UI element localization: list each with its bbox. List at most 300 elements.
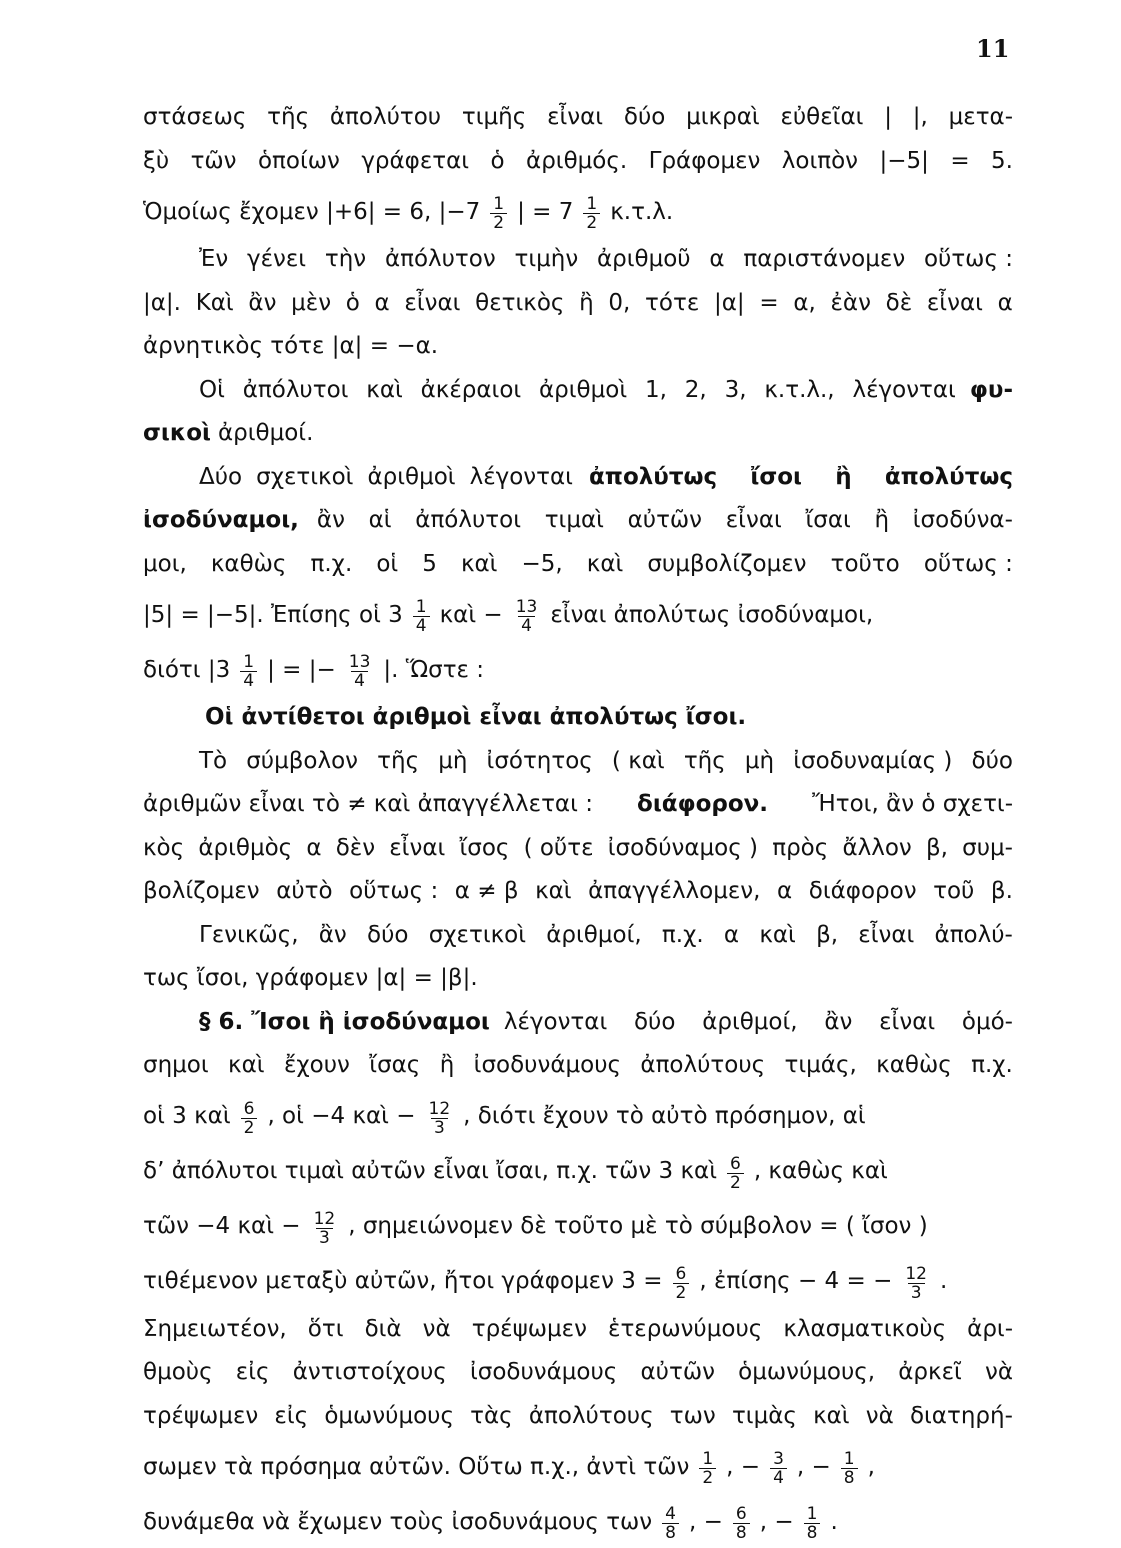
word-group (199, 369, 970, 413)
text-span: διότι |3 (143, 656, 231, 683)
text-line (143, 1493, 1013, 1548)
word: συμ- (962, 834, 1013, 861)
word: ἰσοδυνάμους (473, 1052, 622, 1078)
word: π.χ. (661, 921, 704, 948)
text-line (143, 1438, 1013, 1493)
fraction (490, 195, 507, 232)
fraction-numerator: 13 (348, 652, 371, 672)
text-span: ἀριθμοί. (217, 420, 314, 446)
word: ἂν (318, 921, 347, 948)
word: τὰς (470, 1402, 513, 1429)
word: ἔχουν (283, 1052, 350, 1078)
word: διὰ (364, 1315, 402, 1342)
word: σχετικοὶ (256, 463, 354, 490)
text-span: , καθὼς καὶ (753, 1158, 888, 1184)
fraction-denominator: 4 (770, 1468, 787, 1487)
word: αὐτῶν (640, 1359, 715, 1385)
word: γράφεται (361, 147, 470, 174)
text-line (143, 1001, 1013, 1045)
word: μὴ (438, 747, 468, 774)
word: καθὼς (876, 1052, 952, 1078)
word: ὁμό- (961, 1008, 1013, 1035)
fraction-denominator: 2 (727, 1173, 744, 1192)
word: τρέψωμεν (143, 1402, 259, 1429)
word: καὶ (813, 1402, 850, 1429)
text-span: κ.τ.λ. (610, 198, 674, 225)
text-span: καὶ − (439, 601, 503, 628)
bold-term: φυ- (969, 376, 1013, 403)
word: εἶναι (858, 921, 915, 948)
word: εἰς (235, 1359, 270, 1385)
text-line (143, 740, 1013, 784)
word: νὰ (865, 1402, 894, 1429)
word: π.χ. (310, 550, 353, 577)
fraction-numerator: 6 (243, 1098, 255, 1119)
text-line (143, 641, 1013, 696)
fraction-numerator: 6 (675, 1263, 687, 1284)
word: ἀπολύτους (528, 1402, 654, 1429)
section-heading: § 6. Ἴσοι ἢ ἰσοδύναμοι (199, 1008, 490, 1035)
text-line (143, 1351, 1013, 1395)
word: ἀπόλυτοι (415, 507, 521, 533)
word: διατηρή- (909, 1402, 1013, 1429)
word: οὕτως : (349, 878, 439, 904)
fraction-denominator: 2 (699, 1468, 716, 1487)
word: ἂν (316, 507, 345, 533)
word: ἀριθμοὶ (367, 463, 456, 490)
word: −5, (521, 550, 563, 577)
word: ἀντιστοίχους (292, 1359, 447, 1385)
word: βολίζομεν (143, 878, 260, 904)
text-span: |5| = |−5|. Ἐπίσης οἱ 3 (143, 601, 403, 628)
text-span: , (867, 1453, 875, 1480)
text-span: , σημειώνομεν δὲ τοῦτο μὲ τὸ σύμβολον = ( ἴσον ) (348, 1213, 928, 1239)
word: μὲν (291, 289, 332, 316)
word: π.χ. (971, 1052, 1013, 1078)
text-span: , − (796, 1453, 831, 1480)
word: διάφορον (808, 878, 917, 904)
word: δύο (367, 921, 409, 948)
word: = (759, 289, 779, 316)
word: 0, (608, 289, 631, 316)
word: καὶ (228, 1052, 265, 1078)
word: κὸς (143, 834, 185, 861)
text-span: . (830, 1508, 838, 1535)
text-line (143, 499, 1013, 543)
fraction (733, 1505, 750, 1542)
word: σύμβολον (246, 747, 359, 774)
fraction-denominator: 8 (662, 1523, 679, 1542)
word: |, (912, 104, 928, 130)
text-line (143, 412, 1013, 456)
word: ἄλλον (842, 834, 912, 861)
word: ἀριθμός. (526, 147, 628, 174)
word: ἀκέραιοι (420, 376, 522, 403)
word: δὲ (885, 289, 913, 316)
word: μὴ (744, 747, 775, 774)
page-body (143, 96, 1013, 1548)
fraction (240, 653, 257, 690)
word: ἴσας (369, 1052, 421, 1078)
word: ἢ (579, 289, 594, 316)
word: εἶναι (404, 289, 461, 316)
word: τιμῆς (461, 104, 527, 130)
word: τιμὰς (731, 1402, 797, 1429)
fraction-denominator: 4 (351, 671, 368, 690)
fraction-numerator: 1 (586, 194, 598, 214)
word: δὲν (335, 834, 376, 861)
text-line (143, 914, 1013, 958)
word: λέγονται (469, 463, 573, 490)
word: εἶναι (926, 289, 983, 316)
word: εἶναι (725, 507, 782, 533)
word: γένει (246, 246, 307, 272)
fraction-numerator: 1 (843, 1449, 855, 1469)
text-line (143, 1044, 1013, 1088)
fraction (673, 1265, 690, 1302)
text-line (143, 1308, 1013, 1352)
word: ἰσοδύνα- (912, 507, 1013, 533)
word: εὐθεῖαι (780, 104, 864, 130)
fraction (426, 1100, 454, 1137)
fraction (413, 598, 430, 635)
fraction-denominator: 4 (413, 616, 430, 635)
word: μικραὶ (686, 104, 760, 130)
word: Ἐν (199, 246, 229, 272)
word: ξὺ (143, 147, 170, 174)
fraction (513, 598, 541, 635)
word: καὶ (460, 550, 498, 577)
word: αἱ (368, 507, 392, 533)
bold-term-group (573, 456, 1013, 500)
word: 5. (991, 147, 1013, 174)
word: ἴσαι (805, 507, 851, 533)
word: κλασματικοὺς (783, 1315, 947, 1342)
word: τῶν (190, 147, 237, 174)
word: καὶ (535, 878, 572, 904)
fraction (311, 1210, 339, 1247)
rule-statement: Οἱ ἀντίθετοι ἀριθμοὶ εἶναι ἀπολύτως ἴσοι. (205, 704, 747, 730)
fraction (770, 1450, 787, 1487)
text-span: Ὁμοίως ἔχομεν |+6| = 6, |−7 (143, 198, 481, 225)
word: ὁμωνύμους, (738, 1359, 876, 1385)
fraction (841, 1450, 858, 1487)
word: μοι, (143, 550, 187, 577)
word: ὁποίων (257, 147, 340, 174)
text-line (143, 870, 1013, 914)
text-span: ἀριθμῶν εἶναι τὸ ≠ καὶ ἀπαγγέλλεται : (143, 791, 593, 817)
fraction-denominator: 3 (316, 1228, 333, 1247)
word: ὅτι (307, 1315, 344, 1342)
text-line (143, 96, 1013, 140)
word: τὴν (324, 246, 367, 272)
word: = (950, 147, 970, 174)
word: ἰσοδυνάμους (469, 1359, 618, 1385)
text-line (143, 1198, 1013, 1253)
word: ἢ (439, 1052, 455, 1078)
text-span: , − (726, 1453, 761, 1480)
word: ἀριθμοί, (702, 1008, 798, 1035)
word: εἶναι (547, 104, 604, 130)
text-span: Ἤτοι, ἂν ὁ σχετι- (812, 791, 1013, 817)
word: νὰ (984, 1359, 1013, 1385)
fraction-denominator: 2 (490, 213, 507, 232)
word: ἀριθμὸς (198, 834, 293, 861)
text-line (143, 238, 1013, 282)
text-line (143, 325, 1013, 369)
bold-term: σικοὶ (143, 420, 211, 446)
text-span: , − (688, 1508, 723, 1535)
word: ἀρι- (967, 1315, 1013, 1342)
word: οὕτως : (923, 550, 1013, 577)
word: τιμὴν (514, 246, 579, 272)
word: ἰσοδυναμίας ) (793, 747, 953, 774)
fraction-denominator: 8 (841, 1468, 858, 1487)
word: ἀπολύτως (588, 463, 718, 490)
word: ἀπολύτως (884, 463, 1013, 490)
word: α (997, 289, 1013, 316)
fraction (699, 1450, 716, 1487)
fraction-denominator: 3 (908, 1283, 925, 1302)
text-line (143, 282, 1013, 326)
fraction-numerator: 1 (493, 194, 505, 214)
fraction-denominator: 4 (240, 671, 257, 690)
word: Τὸ (199, 747, 228, 774)
word: στάσεως (143, 104, 247, 130)
word: ἴσος (459, 834, 510, 861)
text-line (143, 369, 1013, 413)
fraction-numerator: 1 (702, 1449, 714, 1469)
word: ἀπολύτου (329, 104, 442, 130)
word: πρὸς (772, 834, 829, 861)
text-line (143, 1253, 1013, 1308)
text-span: , − (759, 1508, 794, 1535)
text-span: , οἱ −4 καὶ − (267, 1103, 416, 1129)
word: Γενικῶς, (199, 921, 299, 948)
fraction-numerator: 4 (665, 1504, 676, 1524)
bold-term: διάφορον. (637, 791, 769, 817)
fraction-numerator: 1 (243, 652, 255, 672)
text-line (143, 586, 1013, 641)
text-line (143, 783, 1013, 827)
page-number: 11 (976, 34, 1010, 63)
word: | (884, 104, 892, 130)
word-group (490, 1001, 1013, 1045)
text-line (143, 1088, 1013, 1143)
word: τοῦτο (830, 550, 900, 577)
word: δύο (971, 747, 1013, 774)
word: α (306, 834, 322, 861)
word: λοιπὸν (781, 147, 859, 174)
word: οὕτως : (923, 246, 1013, 272)
word: μετα- (948, 104, 1013, 130)
word: καὶ (366, 376, 403, 403)
word: α ≠ β (454, 878, 519, 904)
word: τρέψωμεν (471, 1315, 587, 1342)
text-span: . (940, 1268, 948, 1294)
word: α (709, 246, 725, 272)
word: τοῦ (933, 878, 975, 904)
word: ὁ (490, 147, 505, 174)
word: α (374, 289, 390, 316)
text-span: |. Ὥστε : (383, 656, 485, 683)
fraction-denominator: 4 (518, 616, 535, 635)
text-line (143, 957, 1013, 1001)
word: σχετικοὶ (428, 921, 527, 948)
word: ἰσοδύναμος ) (607, 834, 759, 861)
text-line (143, 1143, 1013, 1198)
text-line (143, 696, 1013, 740)
fraction-numerator: 12 (428, 1098, 451, 1119)
word: τιμάς, (784, 1052, 857, 1078)
text-span: | = |− (267, 656, 336, 683)
word: νὰ (422, 1315, 451, 1342)
word: οἱ (376, 550, 399, 577)
fraction (804, 1505, 821, 1542)
word: τῆς (683, 747, 726, 774)
bold-term: ἰσοδύναμοι, (143, 507, 299, 533)
word: καθὼς (210, 550, 287, 577)
word: συμβολίζομεν (647, 550, 807, 577)
fraction (902, 1265, 930, 1302)
word: Σημειωτέον, (143, 1315, 287, 1342)
word: κ.τ.λ., (764, 376, 835, 403)
word: αὐτὸ (276, 878, 333, 904)
fraction-numerator: 13 (515, 597, 538, 617)
fraction-denominator: 8 (733, 1523, 750, 1542)
word: ἀριθμοῦ (596, 246, 691, 272)
word: β, (816, 921, 839, 948)
text-span: δ’ ἀπόλυτοι τιμαὶ αὐτῶν εἶναι ἴσαι, π.χ. τῶν 3 καὶ (143, 1158, 717, 1184)
fraction (662, 1505, 679, 1542)
fraction-denominator: 2 (583, 213, 600, 232)
word: α (777, 878, 793, 904)
fraction-numerator: 12 (905, 1263, 927, 1284)
text-line (143, 456, 1013, 500)
fraction-numerator: 3 (773, 1449, 784, 1469)
fraction-denominator: 8 (804, 1523, 821, 1542)
word: ἀριθμοὶ (539, 376, 628, 403)
fraction-denominator: 2 (673, 1283, 690, 1302)
fraction (583, 195, 600, 232)
word: ἀπαγγέλλομεν, (588, 878, 761, 904)
text-span: | = 7 (517, 198, 574, 225)
word: ἑτερωνύμους (608, 1315, 763, 1342)
fraction-numerator: 6 (729, 1153, 741, 1174)
word: |α| (713, 289, 745, 316)
word: |α|. (143, 289, 181, 316)
word: αὐτῶν (627, 507, 703, 533)
text-span: , ἐπίσης − 4 = − (699, 1268, 893, 1294)
word: α, (793, 289, 816, 316)
text-line (143, 1395, 1013, 1439)
word: των (669, 1402, 716, 1429)
word: λέγονται (503, 1008, 608, 1035)
word: ἢ (835, 463, 852, 490)
word: ἀπολύ- (934, 921, 1013, 948)
word: ἀρκεῖ (898, 1359, 962, 1385)
word: 3, (724, 376, 747, 403)
fraction-denominator: 3 (431, 1118, 448, 1137)
word: |−5| (879, 147, 929, 174)
text-span: εἶναι ἀπολύτως ἰσοδύναμοι, (550, 601, 874, 628)
word: τῆς (377, 747, 420, 774)
word: ἀριθμοί, (546, 921, 642, 948)
word: θετικὸς (475, 289, 565, 316)
text-span: ἀρνητικὸς τότε |α| = −α. (143, 333, 439, 359)
word: λέγονται (852, 376, 956, 403)
word: ( οὔτε (523, 834, 594, 861)
text-span: δυνάμεθα νὰ ἔχωμεν τοὺς ἰσοδυνάμους των (143, 1508, 653, 1535)
text-line (143, 543, 1013, 587)
fraction-numerator: 1 (415, 597, 427, 617)
text-line (143, 140, 1013, 184)
word: παριστάνομεν (743, 246, 906, 272)
word: θμοὺς (143, 1359, 213, 1385)
word: ἴσοι (750, 463, 802, 490)
text-line (143, 827, 1013, 871)
fraction-numerator: 1 (806, 1504, 818, 1524)
word: τιμαὶ (544, 507, 604, 533)
word: ἀπόλυτοι (242, 376, 349, 403)
word-group (199, 456, 573, 500)
word: ἰσότητος (486, 747, 593, 774)
word: β, (925, 834, 948, 861)
word: α (723, 921, 740, 948)
word: σημοι (143, 1052, 209, 1078)
word: Δύο (199, 463, 243, 490)
word: ὁ (345, 289, 360, 316)
word: εἶναι (879, 1008, 936, 1035)
text-line (143, 183, 1013, 238)
word: ( καὶ (611, 747, 665, 774)
word: ἀπολύτους (640, 1052, 766, 1078)
text-span: τως ἴσοι, γράφομεν |α| = |β|. (143, 965, 478, 991)
word: Καὶ (195, 289, 234, 316)
word: Οἱ (199, 376, 225, 403)
text-span: οἱ 3 καὶ (143, 1103, 231, 1129)
word: β. (990, 878, 1013, 904)
word: δύο (633, 1008, 676, 1035)
word: ἂν (824, 1008, 853, 1035)
word: ὁμωνύμους (324, 1402, 454, 1429)
word: ἐὰν (830, 289, 871, 316)
word: καὶ (759, 921, 796, 948)
fraction-denominator: 2 (241, 1118, 258, 1137)
word-group (299, 499, 1013, 543)
word: τότε (645, 289, 700, 316)
text-span: σωμεν τὰ πρόσημα αὐτῶν. Οὕτω π.χ., ἀντὶ τῶν (143, 1453, 690, 1480)
text-span: τῶν −4 καὶ − (143, 1213, 301, 1239)
word: ἀπόλυτον (384, 246, 496, 272)
fraction (346, 653, 374, 690)
word: Γράφομεν (648, 147, 761, 174)
word: δύο (623, 104, 666, 130)
text-span: τιθέμενον μεταξὺ αὐτῶν, ἤτοι γράφομεν 3 = (143, 1268, 663, 1294)
word: ἢ (874, 507, 890, 533)
fraction-numerator: 6 (735, 1504, 747, 1524)
word: 1, (644, 376, 667, 403)
fraction (727, 1155, 744, 1192)
word: καὶ (586, 550, 624, 577)
text-span: , διότι ἔχουν τὸ αὐτὸ πρόσημον, αἱ (463, 1103, 866, 1129)
word: εἰς (274, 1402, 309, 1429)
word: 2, (684, 376, 707, 403)
word: ἂν (248, 289, 277, 316)
word: εἶναι (389, 834, 446, 861)
word: 5 (422, 550, 437, 577)
word: τῆς (267, 104, 310, 130)
